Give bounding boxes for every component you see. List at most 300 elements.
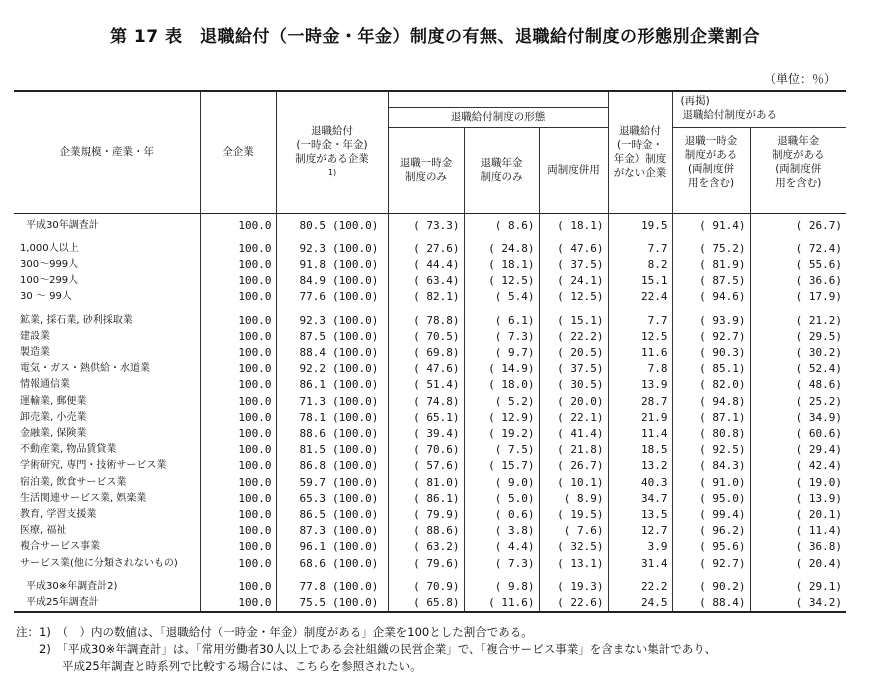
cell-reprint-lump: ( 75.2) — [672, 241, 750, 257]
cell-pension-only: ( 19.2) — [464, 426, 539, 442]
spacer-cell — [388, 306, 464, 313]
table-row — [14, 491, 846, 507]
spacer-cell — [14, 572, 200, 579]
cell-all: 100.0 — [200, 556, 276, 572]
cell-no-system: 12.7 — [608, 523, 672, 539]
cell-both: ( 8.9) — [539, 491, 608, 507]
cell-no-system: 12.5 — [608, 329, 672, 345]
cell-reprint-pension: ( 11.4) — [750, 523, 846, 539]
spacer-cell — [464, 572, 539, 579]
cell-both: ( 19.5) — [539, 507, 608, 523]
header-reprint-lump-line4: 用を含む) — [687, 176, 735, 189]
row-label: 100～299人 — [20, 275, 79, 287]
cell-pension-only: ( 5.2) — [464, 394, 539, 410]
header-has-system — [276, 91, 388, 213]
header-forms-spacer — [388, 91, 608, 107]
spacer-cell — [14, 306, 200, 313]
cell-all: 100.0 — [200, 595, 276, 612]
cell-has-pct: (100.0) — [332, 540, 379, 554]
cell-both: ( 37.5) — [539, 257, 608, 273]
row-label: 医療, 福祉 — [20, 525, 67, 537]
spacer-cell — [750, 306, 846, 313]
cell-has-pct: (100.0) — [332, 274, 379, 288]
cell-all: 100.0 — [200, 539, 276, 555]
cell-lump-only: ( 51.4) — [388, 377, 464, 393]
cell-both: ( 22.6) — [539, 595, 608, 612]
cell-both: ( 18.1) — [539, 213, 608, 234]
header-reprint-lump-line3: (両制度併 — [687, 162, 735, 175]
cell-reprint-lump: ( 91.4) — [672, 213, 750, 234]
cell-lump-only: ( 47.6) — [388, 361, 464, 377]
row-label: 平成30※年調査計2) — [26, 580, 118, 592]
cell-reprint-lump: ( 94.8) — [672, 394, 750, 410]
cell-has-pct: (100.0) — [332, 556, 379, 570]
spacer-cell — [200, 234, 276, 241]
cell-both: ( 13.1) — [539, 556, 608, 572]
cell-no-system: 22.4 — [608, 289, 672, 305]
cell-reprint-lump: ( 88.4) — [672, 595, 750, 612]
spacer-cell — [200, 306, 276, 313]
cell-all: 100.0 — [200, 458, 276, 474]
cell-pension-only: ( 24.8) — [464, 241, 539, 257]
cell-reprint-lump: ( 99.4) — [672, 507, 750, 523]
row-label: 情報通信業 — [20, 379, 70, 391]
header-all-companies: 全企業 — [200, 91, 276, 213]
cell-lump-only: ( 81.0) — [388, 475, 464, 491]
cell-both: ( 20.0) — [539, 394, 608, 410]
spacer-cell — [388, 572, 464, 579]
cell-lump-only: ( 74.8) — [388, 394, 464, 410]
cell-reprint-lump: ( 91.0) — [672, 475, 750, 491]
header-reprint-line2: 退職給付制度がある — [682, 109, 778, 121]
cell-has: 87.5 — [276, 329, 328, 345]
cell-no-system: 13.5 — [608, 507, 672, 523]
cell-lump-only: ( 65.8) — [388, 595, 464, 612]
cell-lump-only: ( 73.3) — [388, 213, 464, 234]
header-reprint-pension-line3: (両制度併 — [775, 162, 822, 175]
cell-reprint-pension: ( 20.4) — [750, 556, 846, 572]
header-no-system-line1: 退職給付 — [619, 125, 662, 138]
header-reprint-pension-line4: 用を含む) — [775, 176, 822, 189]
cell-pension-only: ( 3.8) — [464, 523, 539, 539]
cell-pension-only: ( 4.4) — [464, 539, 539, 555]
header-pension-only-line2: 制度のみ — [480, 171, 523, 183]
cell-lump-only: ( 39.4) — [388, 426, 464, 442]
cell-has: 91.8 — [276, 257, 328, 273]
table-row — [14, 345, 846, 361]
cell-reprint-pension: ( 17.9) — [750, 289, 846, 305]
footnote-2: 2) 「平成30※年調査計」は、「常用労働者30人以上である会社組織の民営企業」で、「複合サービス事業」を含まない集計であり、 — [16, 642, 717, 656]
row-label: 運輸業, 郵便業 — [20, 395, 87, 407]
header-lump-only-line2: 制度のみ — [405, 171, 447, 183]
cell-lump-only: ( 69.8) — [388, 345, 464, 361]
row-label: 製造業 — [20, 346, 50, 358]
cell-no-system: 34.7 — [608, 491, 672, 507]
cell-pension-only: ( 6.1) — [464, 313, 539, 329]
cell-lump-only: ( 63.2) — [388, 539, 464, 555]
table-row — [14, 213, 846, 234]
row-label: 宿泊業, 飲食サービス業 — [20, 476, 127, 488]
table-row — [14, 410, 846, 426]
spacer-cell — [539, 306, 608, 313]
cell-no-system: 21.9 — [608, 410, 672, 426]
row-label: 平成25年調査計 — [14, 595, 200, 612]
cell-pension-only: ( 9.0) — [464, 475, 539, 491]
spacer-cell — [672, 234, 750, 241]
statistics-table — [14, 90, 846, 613]
cell-pension-only: ( 7.3) — [464, 556, 539, 572]
cell-reprint-lump: ( 85.1) — [672, 361, 750, 377]
table-row — [14, 556, 846, 572]
cell-no-system: 11.4 — [608, 426, 672, 442]
spacer-cell — [750, 572, 846, 579]
cell-reprint-pension: ( 13.9) — [750, 491, 846, 507]
cell-pension-only: ( 18.0) — [464, 377, 539, 393]
table-row — [14, 241, 846, 257]
cell-reprint-lump: ( 87.5) — [672, 273, 750, 289]
spacer-cell — [464, 234, 539, 241]
cell-has-pct: (100.0) — [332, 218, 379, 232]
cell-pension-only: ( 7.5) — [464, 442, 539, 458]
row-label: 教育, 学習支援業 — [20, 508, 97, 520]
cell-lump-only: ( 86.1) — [388, 491, 464, 507]
cell-both: ( 10.1) — [539, 475, 608, 491]
table-row — [14, 539, 846, 555]
cell-has-pct: (100.0) — [332, 524, 379, 538]
cell-reprint-pension: ( 19.0) — [750, 475, 846, 491]
cell-all: 100.0 — [200, 579, 276, 595]
cell-reprint-pension: ( 60.6) — [750, 426, 846, 442]
cell-pension-only: ( 9.7) — [464, 345, 539, 361]
cell-no-system: 24.5 — [608, 595, 672, 612]
cell-has: 96.1 — [276, 539, 328, 555]
cell-reprint-pension: ( 20.1) — [750, 507, 846, 523]
cell-pension-only: ( 8.6) — [464, 213, 539, 234]
cell-reprint-lump: ( 92.5) — [672, 442, 750, 458]
cell-has: 59.7 — [276, 475, 328, 491]
row-label: 鉱業, 採石業, 砂利採取業 — [20, 314, 133, 326]
table-row — [14, 377, 846, 393]
header-has-system-line1: 退職給付 — [311, 125, 353, 138]
row-label: 不動産業, 物品賃貸業 — [20, 444, 117, 456]
cell-both: ( 19.3) — [539, 579, 608, 595]
cell-has-pct: (100.0) — [332, 329, 379, 343]
row-label: 複合サービス事業 — [20, 541, 100, 553]
cell-all: 100.0 — [200, 523, 276, 539]
spacer-cell — [328, 306, 388, 313]
cell-reprint-pension: ( 30.2) — [750, 345, 846, 361]
page-title: 第 17 表 退職給付（一時金・年金）制度の有無、退職給付制度の形態別企業割合 — [110, 27, 760, 47]
cell-has-pct: (100.0) — [332, 257, 379, 271]
header-has-system-line2: (一時金・年金) — [296, 139, 368, 152]
footnote-2-cont: 平成25年調査と時系列で比較する場合には、こちらを参照されたい。 — [16, 659, 422, 673]
cell-reprint-pension: ( 52.4) — [750, 361, 846, 377]
spacer-row — [14, 572, 846, 579]
cell-all: 100.0 — [200, 213, 276, 234]
cell-has-pct: (100.0) — [332, 443, 379, 457]
cell-lump-only: ( 82.1) — [388, 289, 464, 305]
cell-pension-only: ( 9.8) — [464, 579, 539, 595]
cell-has: 86.5 — [276, 507, 328, 523]
cell-has: 92.2 — [276, 361, 328, 377]
spacer-cell — [750, 234, 846, 241]
cell-pension-only: ( 15.7) — [464, 458, 539, 474]
cell-no-system: 3.9 — [608, 539, 672, 555]
cell-has-pct: (100.0) — [332, 491, 379, 505]
cell-reprint-pension: ( 29.4) — [750, 442, 846, 458]
cell-has-pct: (100.0) — [332, 313, 379, 327]
cell-has-pct: (100.0) — [328, 595, 388, 612]
spacer-cell — [464, 306, 539, 313]
cell-all: 100.0 — [200, 410, 276, 426]
cell-lump-only: ( 44.4) — [388, 257, 464, 273]
cell-all: 100.0 — [200, 289, 276, 305]
cell-lump-only: ( 70.6) — [388, 442, 464, 458]
cell-has-pct: (100.0) — [332, 426, 379, 440]
cell-all: 100.0 — [200, 491, 276, 507]
cell-all: 100.0 — [200, 475, 276, 491]
cell-reprint-pension: ( 34.2) — [750, 595, 846, 612]
cell-has: 77.8 — [276, 579, 328, 595]
cell-pension-only: ( 12.5) — [464, 273, 539, 289]
cell-both: ( 47.6) — [539, 241, 608, 257]
table-row — [14, 426, 846, 442]
cell-both: ( 20.5) — [539, 345, 608, 361]
cell-no-system: 13.9 — [608, 377, 672, 393]
cell-has: 88.6 — [276, 426, 328, 442]
header-both: 両制度併用 — [539, 127, 608, 213]
cell-has-pct: (100.0) — [332, 410, 379, 424]
row-label: サービス業(他に分類されないもの) — [20, 557, 178, 569]
cell-has: 87.3 — [276, 523, 328, 539]
cell-both: ( 37.5) — [539, 361, 608, 377]
cell-pension-only: ( 0.6) — [464, 507, 539, 523]
cell-reprint-lump: ( 81.9) — [672, 257, 750, 273]
cell-reprint-lump: ( 92.7) — [672, 329, 750, 345]
cell-pension-only: ( 12.9) — [464, 410, 539, 426]
spacer-cell — [608, 306, 672, 313]
table-body — [14, 213, 846, 612]
cell-both: ( 7.6) — [539, 523, 608, 539]
cell-all: 100.0 — [200, 426, 276, 442]
cell-all: 100.0 — [200, 257, 276, 273]
cell-pension-only: ( 5.0) — [464, 491, 539, 507]
spacer-cell — [14, 234, 200, 241]
cell-has-pct: (100.0) — [332, 378, 379, 392]
cell-reprint-pension: ( 48.6) — [750, 377, 846, 393]
table-row — [14, 289, 846, 305]
header-reprint — [672, 91, 846, 127]
spacer-cell — [276, 306, 328, 313]
cell-has: 68.6 — [276, 556, 328, 572]
cell-reprint-pension: ( 36.6) — [750, 273, 846, 289]
cell-no-system: 8.2 — [608, 257, 672, 273]
cell-has: 92.3 — [276, 241, 328, 257]
cell-all: 100.0 — [200, 507, 276, 523]
cell-has-pct: (100.0) — [332, 394, 379, 408]
cell-lump-only: ( 57.6) — [388, 458, 464, 474]
cell-reprint-lump: ( 93.9) — [672, 313, 750, 329]
cell-both: ( 22.2) — [539, 329, 608, 345]
header-no-system-line2: (一時金・ — [616, 139, 664, 152]
table-row — [14, 475, 846, 491]
unit-label: （単位：％） — [763, 72, 836, 86]
cell-pension-only: ( 5.4) — [464, 289, 539, 305]
cell-has: 84.9 — [276, 273, 328, 289]
cell-lump-only: ( 79.9) — [388, 507, 464, 523]
spacer-cell — [672, 306, 750, 313]
cell-no-system: 15.1 — [608, 273, 672, 289]
cell-both: ( 22.1) — [539, 410, 608, 426]
header-category: 企業規模・産業・年 — [14, 91, 200, 213]
cell-all: 100.0 — [200, 361, 276, 377]
cell-reprint-pension: ( 29.1) — [750, 579, 846, 595]
table-header — [14, 91, 846, 213]
cell-no-system: 13.2 — [608, 458, 672, 474]
header-has-system-note: 1) — [327, 168, 337, 178]
cell-all: 100.0 — [200, 345, 276, 361]
header-reprint-line1: (再掲) — [680, 95, 710, 107]
cell-has: 78.1 — [276, 410, 328, 426]
header-pension-only — [464, 127, 539, 213]
row-label: 卸売業, 小売業 — [20, 411, 87, 423]
row-label: 300～999人 — [20, 258, 79, 270]
cell-has: 80.5 — [276, 213, 328, 234]
cell-no-system: 22.2 — [608, 579, 672, 595]
cell-reprint-pension: ( 21.2) — [750, 313, 846, 329]
spacer-cell — [328, 572, 388, 579]
header-pension-only-line1: 退職年金 — [480, 157, 523, 169]
header-has-system-line3: 制度がある企業 — [295, 153, 369, 166]
cell-reprint-lump: ( 90.3) — [672, 345, 750, 361]
footnote-1: 注：1) （ ）内の数値は、「退職給付（一時金・年金）制度がある」企業を100とした割合である。 — [16, 625, 533, 639]
cell-reprint-pension: ( 55.6) — [750, 257, 846, 273]
cell-both: ( 32.5) — [539, 539, 608, 555]
header-reprint-lump-line2: 制度がある — [684, 148, 738, 161]
cell-reprint-lump: ( 84.3) — [672, 458, 750, 474]
cell-no-system: 28.7 — [608, 394, 672, 410]
cell-both: ( 12.5) — [539, 289, 608, 305]
cell-reprint-pension: ( 25.2) — [750, 394, 846, 410]
table-row — [14, 579, 846, 595]
spacer-cell — [328, 234, 388, 241]
spacer-cell — [608, 572, 672, 579]
row-label: 30 ～ 99人 — [20, 291, 72, 303]
cell-reprint-pension: ( 36.8) — [750, 539, 846, 555]
cell-has: 92.3 — [276, 313, 328, 329]
cell-has: 81.5 — [276, 442, 328, 458]
cell-reprint-lump: ( 96.2) — [672, 523, 750, 539]
table-row — [14, 257, 846, 273]
cell-pension-only: ( 11.6) — [464, 595, 539, 612]
row-label: 金融業, 保険業 — [20, 427, 87, 439]
header-reprint-pension-line2: 制度がある — [772, 148, 825, 161]
cell-reprint-pension: ( 42.4) — [750, 458, 846, 474]
cell-all: 100.0 — [200, 394, 276, 410]
cell-no-system: 40.3 — [608, 475, 672, 491]
cell-no-system: 19.5 — [608, 213, 672, 234]
cell-pension-only: ( 18.1) — [464, 257, 539, 273]
cell-reprint-lump: ( 90.2) — [672, 579, 750, 595]
spacer-cell — [200, 572, 276, 579]
spacer-cell — [276, 572, 328, 579]
cell-lump-only: ( 78.8) — [388, 313, 464, 329]
header-no-system-line4: がない企業 — [613, 167, 667, 180]
cell-no-system: 11.6 — [608, 345, 672, 361]
cell-reprint-lump: ( 80.8) — [672, 426, 750, 442]
cell-reprint-pension: ( 26.7) — [750, 213, 846, 234]
cell-has: 71.3 — [276, 394, 328, 410]
row-label: 建設業 — [20, 330, 50, 342]
cell-has-pct: (100.0) — [332, 345, 379, 359]
table-row — [14, 273, 846, 289]
cell-has: 88.4 — [276, 345, 328, 361]
cell-both: ( 15.1) — [539, 313, 608, 329]
cell-lump-only: ( 70.5) — [388, 329, 464, 345]
cell-both: ( 30.5) — [539, 377, 608, 393]
cell-all: 100.0 — [200, 377, 276, 393]
row-label: 1,000人以上 — [20, 242, 79, 254]
cell-reprint-pension: ( 72.4) — [750, 241, 846, 257]
cell-pension-only: ( 14.9) — [464, 361, 539, 377]
header-forms-group: 退職給付制度の形態 — [388, 107, 608, 127]
spacer-cell — [539, 234, 608, 241]
cell-lump-only: ( 79.6) — [388, 556, 464, 572]
cell-both: ( 41.4) — [539, 426, 608, 442]
cell-reprint-lump: ( 95.0) — [672, 491, 750, 507]
cell-has-pct: (100.0) — [332, 579, 379, 593]
table-row — [14, 442, 846, 458]
row-label: 電気・ガス・熱供給・水道業 — [20, 363, 150, 375]
spacer-cell — [276, 234, 328, 241]
header-no-system-line3: 年金）制度 — [613, 153, 667, 166]
cell-reprint-lump: ( 87.1) — [672, 410, 750, 426]
footnotes — [16, 624, 866, 675]
cell-all: 100.0 — [200, 313, 276, 329]
cell-both: ( 24.1) — [539, 273, 608, 289]
row-label: 生活関連サービス業, 娯楽業 — [20, 492, 147, 504]
cell-pension-only: ( 7.3) — [464, 329, 539, 345]
header-reprint-pension-line1: 退職年金 — [777, 134, 820, 147]
cell-has: 86.8 — [276, 458, 328, 474]
cell-has-pct: (100.0) — [332, 475, 379, 489]
table-row — [14, 523, 846, 539]
cell-has-pct: (100.0) — [332, 241, 379, 255]
header-reprint-lump — [672, 127, 750, 213]
table-row — [14, 329, 846, 345]
spacer-row — [14, 234, 846, 241]
header-reprint-pension — [750, 127, 846, 213]
cell-reprint-lump: ( 92.7) — [672, 556, 750, 572]
table-row — [14, 595, 846, 612]
cell-lump-only: ( 70.9) — [388, 579, 464, 595]
cell-lump-only: ( 65.1) — [388, 410, 464, 426]
cell-lump-only: ( 27.6) — [388, 241, 464, 257]
cell-has-pct: (100.0) — [332, 362, 379, 376]
header-reprint-lump-line1: 退職一時金 — [684, 134, 738, 147]
cell-has: 77.6 — [276, 289, 328, 305]
cell-all: 100.0 — [200, 329, 276, 345]
cell-has: 75.5 — [276, 595, 328, 612]
spacer-cell — [388, 234, 464, 241]
header-lump-only-line1: 退職一時金 — [399, 157, 453, 169]
cell-lump-only: ( 63.4) — [388, 273, 464, 289]
table-row — [14, 313, 846, 329]
cell-reprint-pension: ( 34.9) — [750, 410, 846, 426]
spacer-cell — [539, 572, 608, 579]
cell-reprint-lump: ( 94.6) — [672, 289, 750, 305]
cell-has: 86.1 — [276, 377, 328, 393]
